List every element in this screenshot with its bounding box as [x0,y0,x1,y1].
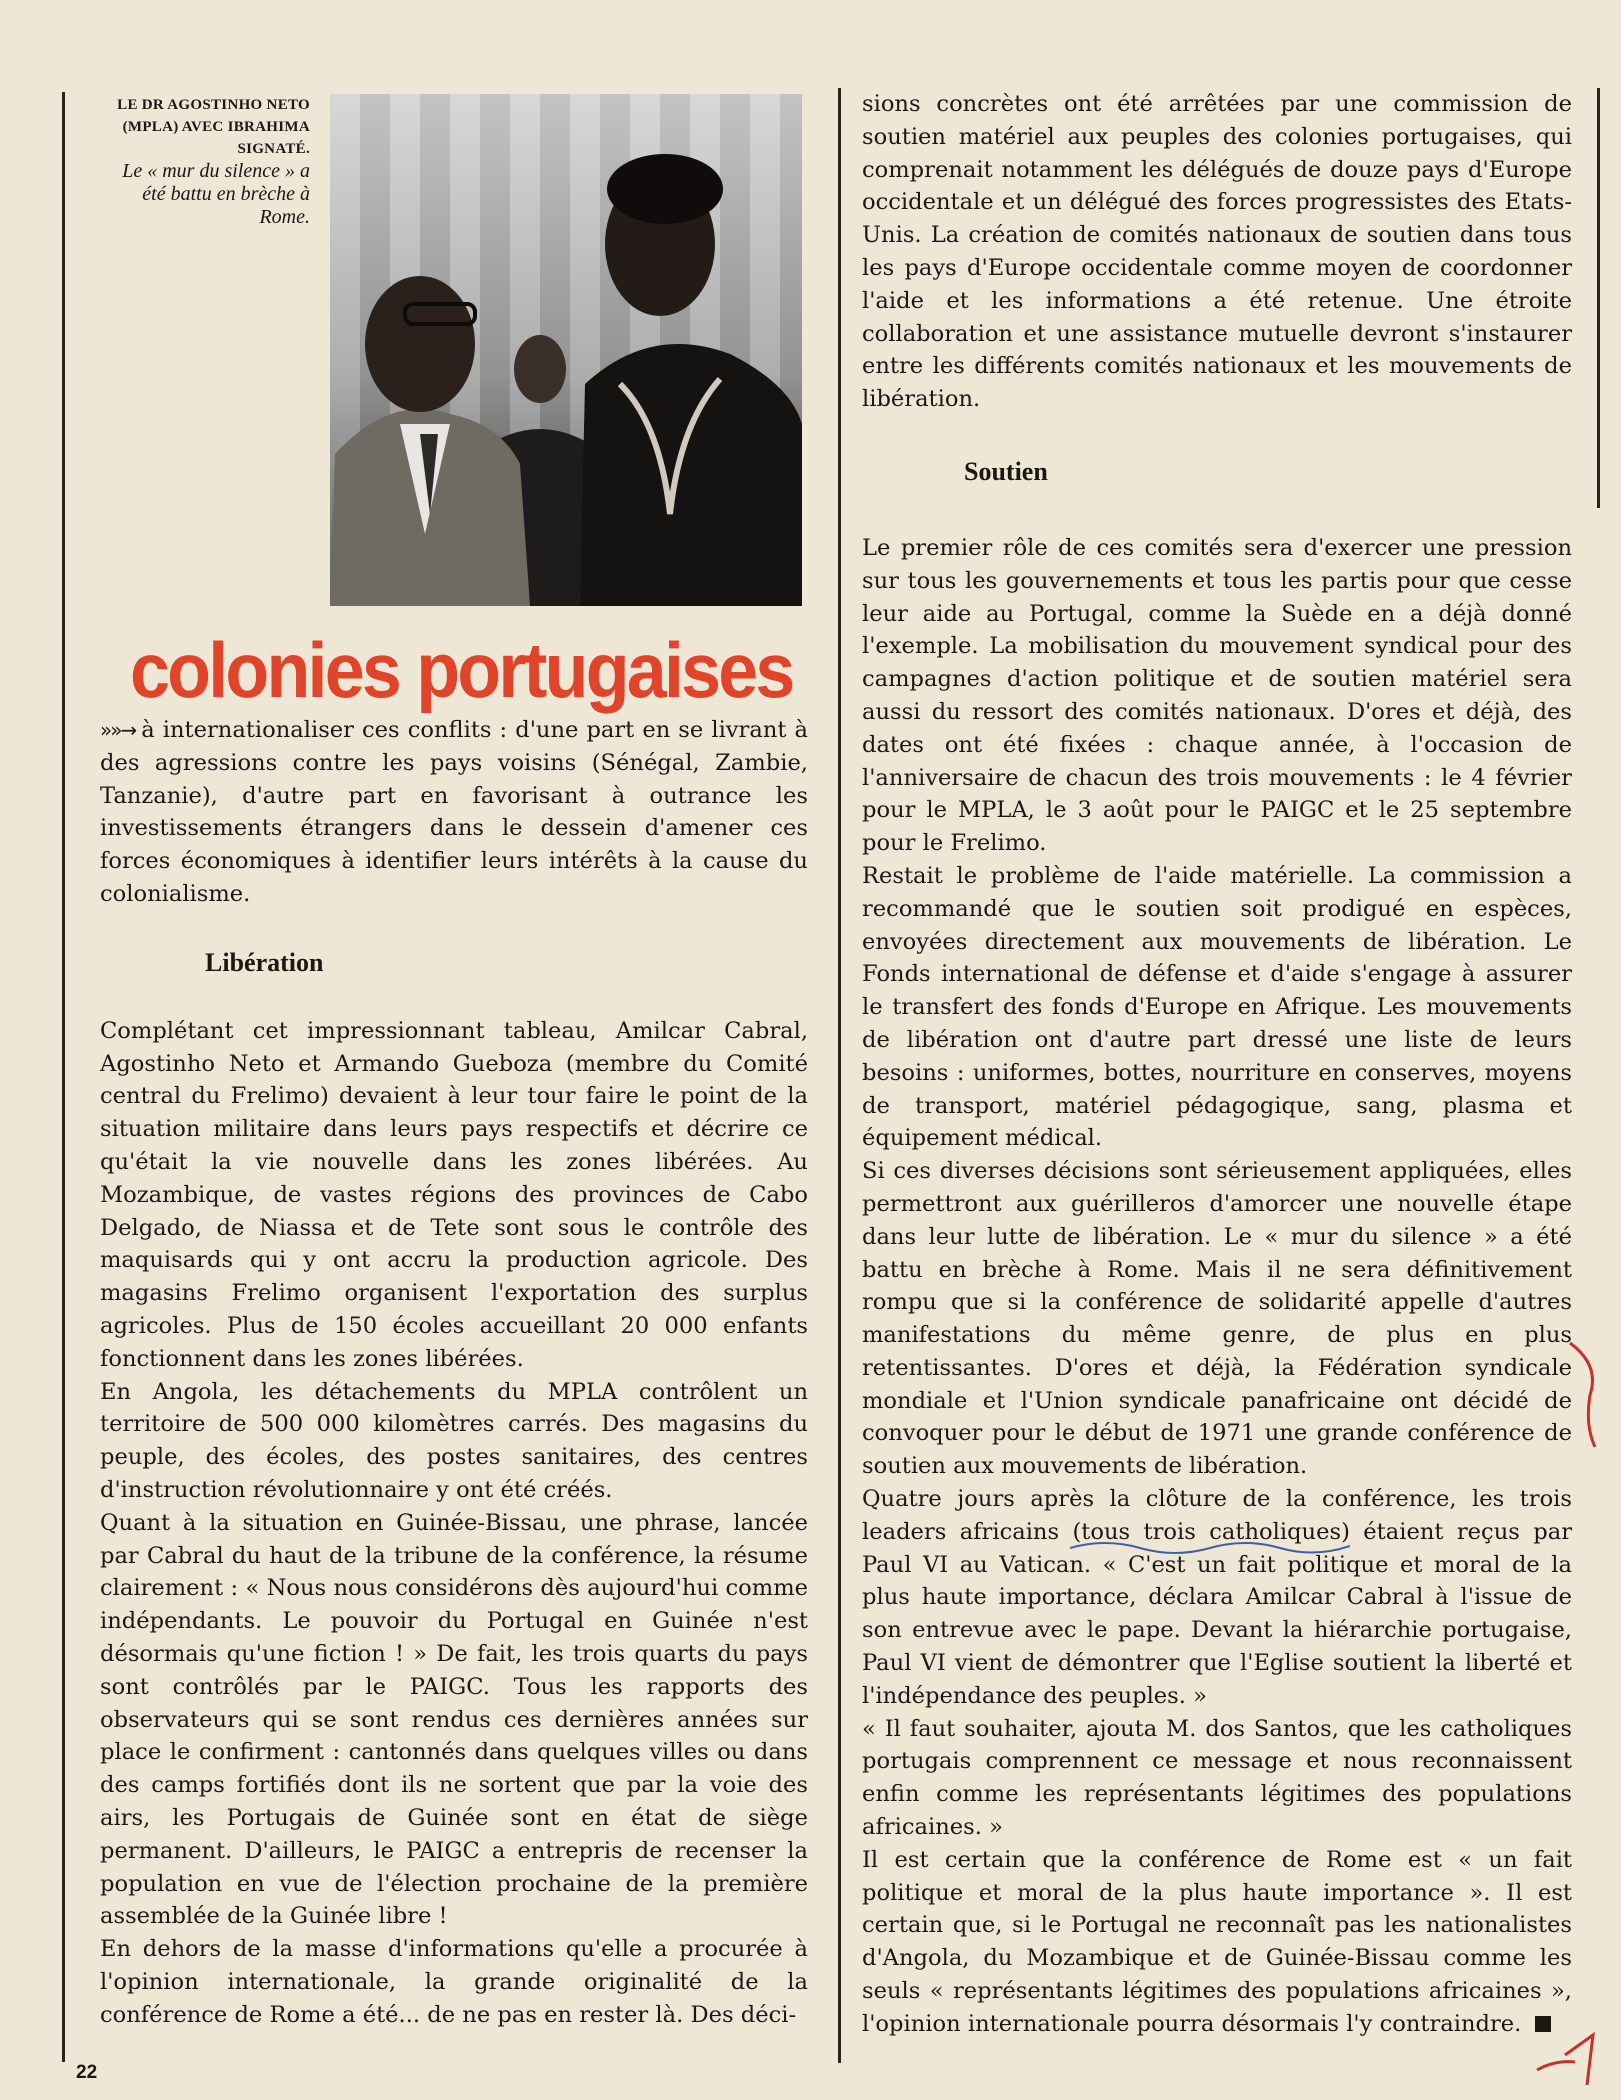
paragraph: Complétant cet impressionnant tableau, Amilcar Cabral, Agostinho Neto et Armando Gueboza (membre du Comité central du Frelimo) devaient à leur tour faire le point de la situation militaire dans leurs pays respectifs et décrire ce qu'était la vie nouvelle dans les zones libérées. Au Mozambique, de vastes régions des provinces de Cabo Delgado, de Niassa et de Tete sont sous le contrôle des maquisards qui y ont accru la production agricole. Des magasins Frelimo organisent l'exportation des surplus agricoles. Plus de 150 écoles accueillant 20 000 enfants fonctionnent dans les zones libérées. [100,1017,808,1372]
paragraph: « Il faut souhaiter, ajouta M. dos Santos, que les catholiques portugais comprennent ce message et nous reconnaissent enfin comme les représentants légitimes des populations africaines. » [862,1715,1572,1841]
caption-names: LE DR AGOSTINHO NETO (MPLA) AVEC IBRAHIMA SIGNATÉ. [117,97,310,157]
caption-quote: Le « mur du silence » a été battu en brèche à Rome. [122,160,310,228]
article-headline: colonies portugaises [130,626,793,714]
left-column-rule [62,92,65,2062]
page-number: 22 [76,2062,98,2083]
right-intro-paragraph: sions concrètes ont été arrêtées par une commission de soutien matériel aux peuples des colonies portugaises, qui comprenait notamment les délégués de douze pays d'Europe occidentale et un délégué des forces progressistes des Etats-Unis. La création de comités nationaux de soutien dans tous les pays d'Europe occidentale comme moyen de coordonner l'aide et les informations a été retenue. Une étroite collaboration et une assistance mutuelle devront s'instaurer entre les différents comités nationaux et les mouvements de libération. [862,91,1572,413]
paragraph: Restait le problème de l'aide matérielle. La commission a recommandé que le soutien soit prodigué en espèces, envoyées directement aux mouvements de libération. Le Fonds international de défense et d'aide s'engage à assurer le transfert des fonds d'Europe en Afrique. Les mouvements de libération ont d'autre part dressé une liste de leurs besoins : uniformes, bottes, nourriture en conserves, moyens de transport, matériel pédagogique, sang, plasma et équipement médical. [862,862,1572,1152]
paragraph: Quatre jours après la clôture de la conférence, les trois leaders africains (tous trois catholiques) étaient reçus par Paul VI au Vatican. « C'est un fait politique et moral de la plus haute importance, déclara Amilcar Cabral à l'issue de son entrevue avec le pape. Devant la hiérarchie portugaise, Paul VI vient de démontrer que l'Eglise soutient la liberté et l'indépendance des peuples. » [862,1486,1572,1709]
continuation-arrow-icon: »»→ [100,718,136,742]
paragraph: Quant à la situation en Guinée-Bissau, une phrase, lancée par Cabral du haut de la tribune de la conférence, la résume clairement : « Nous nous considérons dès aujourd'hui comme indépendants. Le pouvoir du Portugal en Guinée n'est désormais qu'une fiction ! » De fait, les trois quarts du pays sont contrôlés par le PAIGC. Tous les rapports des observateurs qui se sont rendus ces dernières années sur place le confirment : cantonnés dans quelques villes ou dans des camps fortifiés dont ils ne sortent que par la voie des airs, les Portugais de Guinée sont en état de siège permanent. D'ailleurs, le PAIGC a entrepris de recenser la population en vue de l'élection prochaine de la première assemblée de la Guinée libre ! [100,1509,808,1930]
paragraph: Le premier rôle de ces comités sera d'exercer une pression sur tous les gouvernements et tous les partis pour que cesse leur aide au Portugal, comme la Suède en a déjà donné l'exemple. La mobilisation du mouvement syndical pour des campagnes d'action politique et de soutien matériel sera aussi du ressort des comités nationaux. D'ores et déjà, des dates ont été fixées : chaque année, à l'occasion de l'anniversaire de chacun des trois mouvements : le 4 février pour le MPLA, le 3 août pour le PAIGC et le 25 septembre pour le Frelimo. [862,534,1572,857]
heading-liberation: Libération [205,947,324,977]
paragraph: Il est certain que la conférence de Rome est « un fait politique et moral de la plus haute importance ». Il est certain que, si le Portugal ne reconnaît pas les nationalistes d'Angola, du Mozambique et de Guinée-Bissau comme les seuls « représentants légitimes des populations africaines », l'opinion internationale pourra désormais l'y contraindre. [862,1846,1572,2037]
left-intro-paragraph: »»→ à internationaliser ces conflits : d'une part en se livrant à des agressions contre les pays voisins (Sénégal, Zambie, Tanzanie), d'autre part en favorisant à outrance les investissements étrangers dans le dessein d'amener ces forces économiques à identifier leurs intérêts à la cause du colonialisme. [100,717,808,907]
right-column [862,88,1572,2041]
photo-caption [110,94,310,229]
heading-soutien: Soutien [964,456,1048,486]
right-margin-rule [1597,88,1600,508]
left-column [100,714,808,2031]
photo-neto-signate [330,94,802,606]
paragraph: Si ces diverses décisions sont sérieusement appliquées, elles permettront aux guérilleros d'amorcer une nouvelle étape dans leur lutte de libération. Le « mur du silence » a été battu en brèche à Rome. Mais il ne sera définitivement rompu que si la conférence de solidarité appelle d'autres manifestations du même genre, de plus en plus retentissantes. D'ores et déjà, la Fédération syndicale mondiale et l'Union syndicale panafricaine ont décidé de convoquer pour le début de 1971 une grande conférence de soutien aux mouvements de libération. [862,1158,1572,1480]
paragraph: En dehors de la masse d'informations qu'elle a procurée à l'opinion internationale, la grande originalité de la conférence de Rome a été... de ne pas en rester là. Des déci- [100,1936,808,2028]
pen-underline-mark [1070,1538,1350,1558]
paragraph: En Angola, les détachements du MPLA contrôlent un territoire de 500 000 kilomètres carrés. Des magasins du peuple, des écoles, des postes sanitaires, des centres d'instruction révolutionnaire y ont été créés. [100,1378,808,1503]
pen-check-mark [1535,2030,1605,2090]
center-column-rule [838,88,841,2063]
pen-bracket-mark [1560,1335,1610,1455]
